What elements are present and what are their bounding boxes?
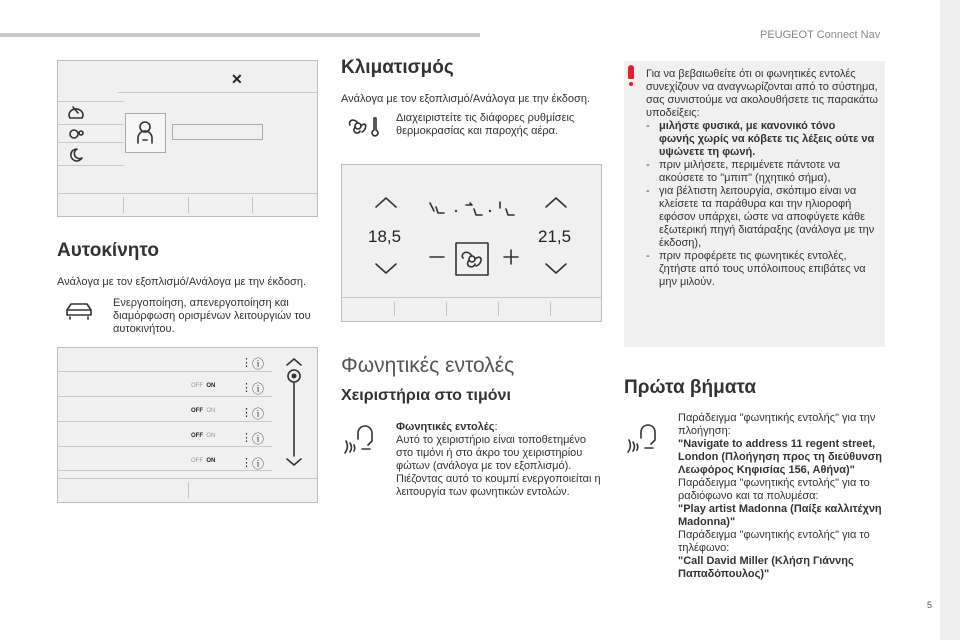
toggle-switch: OFF ON (191, 458, 216, 464)
toggle-switch: OFF ON (191, 433, 216, 439)
warning-item: - πριν μιλήσετε, περιμένετε πάντοτε να ακούσετε το "μπιπ" (ηχητικό σήμα), (646, 159, 841, 184)
warning-box (624, 61, 885, 347)
voice-description: Φωνητικές εντολές: Αυτό το χειριστήριο είναι τοποθετημένο στο τιμόνι ή στο άκρο του χειριστηρίου φώτων (ανάλογα με τον εξοπλισμό). Πιέζοντας αυτό το κουμπί ενεργοποιείται η λειτουργία των φωνητικών εντολών. (396, 421, 601, 498)
climate-intro: Ανάλογα με τον εξοπλισμό/Ανάλογα με την έκδοση. (341, 93, 591, 105)
more-options-icon: ⋮ (241, 357, 252, 369)
chevron-up-icon (542, 195, 570, 209)
air-distribution-icons (426, 199, 526, 221)
info-icon: ⓘ (252, 407, 265, 421)
profile-name-field (172, 124, 263, 140)
close-icon: ✕ (231, 71, 243, 87)
chevron-up-icon (372, 195, 400, 209)
paint-palette-icon (66, 104, 86, 124)
user-profile-icon (126, 114, 165, 152)
info-icon: ⓘ (252, 357, 265, 371)
warning-icon (628, 65, 634, 79)
settings-gear-icon (66, 125, 86, 143)
voice-command-icon (625, 420, 661, 456)
climate-description: Διαχειριστείτε τις διάφορες ρυθμίσεις θερμοκρασίας και παροχής αέρα. (396, 112, 575, 137)
more-options-icon: ⋮ (241, 432, 252, 444)
warning-item: - πριν προφέρετε τις φωνητικές εντολές, ζητήστε από τους υπόλοιπους επιβάτες να μην μιλούν. (646, 250, 866, 288)
vehicle-functions-screen-illustration (57, 347, 318, 503)
first-steps-examples: Παράδειγμα "φωνητικής εντολής" για την πλοήγηση: "Navigate to address 11 regent street, London (Πλοήγηση προς τη διεύθυνση Λεωφόρος Κηφισίας 156, Αθήνα)" Παράδειγμα "φωνητικής εντολής" για το ραδιόφωνο και τα πολυμέσα: "Play artist Madonna (Παίξε καλλιτέχνη Madonna)" Παράδειγμα "φωνητικής εντολής" για το τηλέφωνο: "Call David Miller (Κλήση Γιάννης Παπαδόπουλος)" (678, 412, 888, 581)
chevron-down-icon (542, 261, 570, 275)
phone-command: "Call David Miller (Κλήση Γιάννης (678, 555, 854, 567)
warning-icon-dot (629, 82, 633, 86)
more-options-icon: ⋮ (241, 457, 252, 469)
vehicle-description: Ενεργοποίηση, απενεργοποίηση και διαμόρφωση ορισμένων λειτουργιών του αυτοκινήτου. (113, 297, 311, 335)
page-number: 5 (927, 600, 933, 610)
chevron-down-icon (372, 261, 400, 275)
voice-label: Φωνητικές εντολές (396, 421, 495, 433)
profile-tile (125, 113, 166, 153)
section-title-first-steps: Πρώτα βήματα (624, 377, 757, 398)
more-options-icon: ⋮ (241, 382, 252, 394)
top-rule (0, 33, 480, 37)
warning-text: Για να βεβαιωθείτε ότι οι φωνητικές εντολές συνεχίζουν να αναγνωρίζονται από το σύστημα, σας συνιστούμε να ακολουθήσετε τις παρακάτω υποδείξεις: - μιλήστε φυσικά, με κανονικό τόνο φωνής χωρίς να κόβετε τις λέξεις ούτε να υψώνετε τη φωνή. - πριν μιλήσετε, περιμένετε πάντοτε να ακούσετε το "μπιπ" (ηχητικό σήμα), - για βέλτιστη λειτουργία, σκόπιμο είναι να κλείσετε τα παράθυρα και την ηλιοροφή εφόσον υπάρχει, ώστε να αποφύγετε κάθε εξωτερική πηγή διατάραξης (ανάλογα με την έκδοση), - πριν προφέρετε τις φωνητικές εντολές, ζητήστε από τους υπόλοιπους επιβάτες να μην μιλούν. (646, 68, 881, 289)
toggle-switch: OFF ON (191, 383, 216, 389)
fan-speed-controls (426, 241, 526, 277)
scrollbar (282, 356, 306, 468)
media-command: "Play artist Madonna (Παίξε καλλιτέχνη (678, 503, 882, 515)
climate-screen-illustration (341, 164, 602, 322)
car-icon (64, 299, 96, 321)
section-title-voice: Φωνητικές εντολές (341, 354, 515, 377)
warning-item: - για βέλτιστη λειτουργία, σκόπιμο είναι να κλείσετε τα παράθυρα και την ηλιοροφή εφόσον υπάρχει, ώστε να αποφύγετε κάθε εξωτερική πηγή διατάραξης (ανάλογα με την έκδοση), (646, 185, 875, 249)
warning-item: - μιλήστε φυσικά, με κανονικό τόνο φωνής χωρίς να κόβετε τις λέξεις ούτε να υψώνετε τη φωνή. (646, 120, 875, 158)
section-title-vehicle: Αυτοκίνητο (57, 240, 159, 261)
night-mode-icon (66, 146, 84, 164)
info-icon: ⓘ (252, 457, 265, 471)
subsection-title-steering-controls: Χειριστήρια στο τιμόνι (341, 387, 511, 404)
info-icon: ⓘ (252, 382, 265, 396)
side-tab (940, 0, 960, 640)
info-icon: ⓘ (252, 432, 265, 446)
voice-command-icon (342, 421, 378, 457)
settings-screen-illustration (57, 60, 318, 217)
temperature-right: 21,5 (538, 227, 572, 246)
running-header: PEUGEOT Connect Nav (760, 29, 881, 41)
toggle-switch: OFF ON (191, 408, 216, 414)
climate-fan-thermometer-icon (346, 114, 382, 138)
vehicle-intro: Ανάλογα με τον εξοπλισμό/Ανάλογα με την έκδοση. (57, 276, 307, 288)
section-title-climate: Κλιματισμός (341, 57, 454, 78)
navigation-command: "Navigate to address 11 regent street, (678, 438, 876, 450)
more-options-icon: ⋮ (241, 407, 252, 419)
temperature-left: 18,5 (368, 227, 402, 246)
